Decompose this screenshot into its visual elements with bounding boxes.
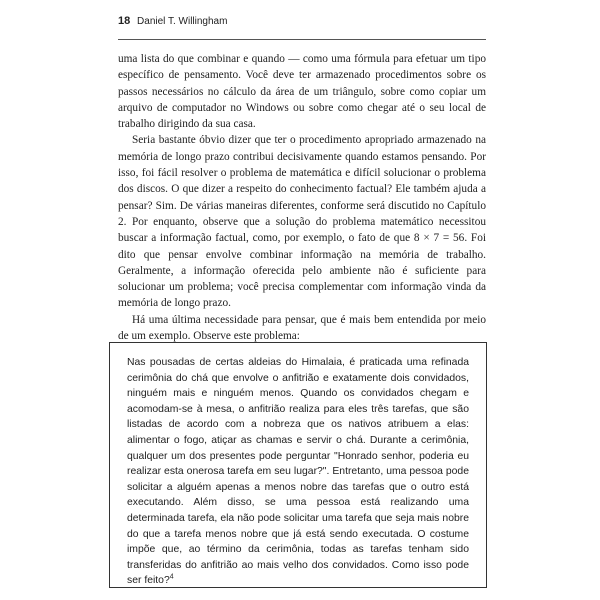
paragraph: Há uma última necessidade para pensar, que é mais bem entendida por meio de um exemplo. Observe este problema: <box>118 313 486 343</box>
author-name: Daniel T. Willingham <box>137 16 228 27</box>
problem-box <box>109 342 487 588</box>
running-header <box>118 15 483 37</box>
problem-text-body: Nas pousadas de certas aldeias do Himalaia, é praticada uma refinada cerimônia do chá que envolve o anfitrião e exatamente dois convidados, ninguém mais e ninguém menos. Quando os convidados chegam e acomodam-se à mesa, o anfitrião realiza para eles três tarefas, que são listadas de acordo com a nobreza que os nativos atribuem a elas: alimentar o fogo, atiçar as chamas e servir o chá. Durante a cerimônia, qualquer um dos presentes pode perguntar "Honrado senhor, poderia eu realizar esta onerosa tarefa em seu lugar?". Entretanto, uma pessoa pode solicitar a alguém apenas a menos nobre das tarefas que o outro está executando. Além disso, se uma pessoa está realizando uma determinada tarefa, ela não pode solicitar uma tarefa que seja mais nobre do que a tarefa menos nobre que já está sendo executada. O costume impõe que, ao término da cerimônia, todas as tarefas tenham sido transferidas do anfitrião ao mais velho dos convidados. Como isso pode ser feito? <box>127 357 469 587</box>
paragraph: Seria bastante óbvio dizer que ter o procedimento apropriado armazenado na memória de longo prazo contribui decisivamente quando estamos pensando. Por isso, foi fácil resolver o problema de matemática e difícil solucionar o problema dos discos. O que dizer a respeito do conhecimento factual? Ele também ajuda a pensar? Sim. De várias maneiras diferentes, conforme será discutido no Capítulo 2. Por enquanto, observe que a solução do problema matemático necessitou buscar a informação factual, como, por exemplo, o fato de que 8 × 7 = 56. Foi dito que pensar envolve combinar informação na memória de trabalho. Geralmente, a informação oferecida pelo ambiente não é suficiente para solucionar um problema; você precisa complementar com informação vinda da memória de longo prazo. <box>118 134 486 310</box>
footnote-marker: 4 <box>169 573 174 581</box>
paragraph: uma lista do que combinar e quando — como uma fórmula para efetuar um tipo específico de pensamento. Você deve ter armazenado procedimentos sobre os passos necessários no cálculo da área de um triângulo, sobre como copiar um arquivo de computador no Windows ou sobre como chegar até o seu local de trabalho dirigindo da sua casa. <box>118 53 486 131</box>
problem-text <box>127 355 469 589</box>
body-text <box>118 51 486 344</box>
header-divider <box>118 39 486 40</box>
page-number: 18 <box>118 15 131 27</box>
